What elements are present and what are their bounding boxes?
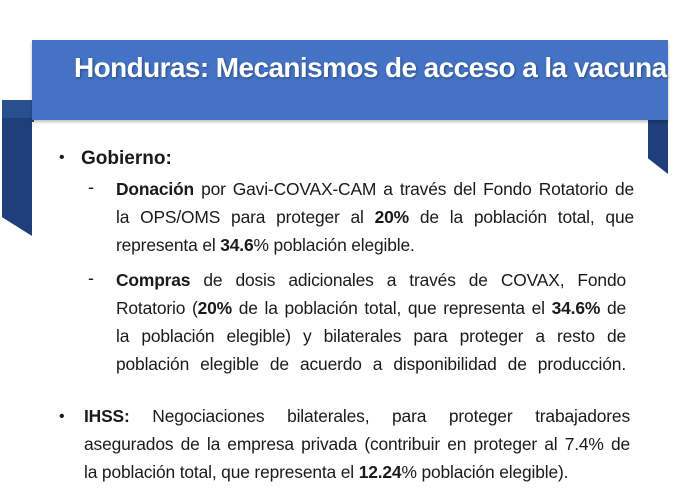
ihss-line3-pct: 12.24 [358,462,402,482]
item-donacion-line2 [116,203,634,231]
item-compras-line1-rest: de dosis adicionales a través de COVAX, Fondo [190,270,626,290]
item-donacion-line2-a: la OPS/OMS para proteger al [116,207,375,227]
item-compras-line2-pct2: 34.6% [551,298,601,318]
section-ihss [84,402,630,486]
item-compras-line4: población elegible de acuerdo a disponibilidad de producción. [116,354,626,374]
item-donacion-line1 [116,175,634,203]
item-compras-line3: la población elegible) y bilaterales para proteger a resto de [116,326,626,346]
item-donacion-line2-b: de la población total, que [408,207,634,227]
item-donacion-line3-b: % población elegible. [253,235,415,255]
item-donacion-lead: Donación [116,179,195,199]
dash-bullet: - [88,268,94,288]
item-donacion-line1-rest: por Gavi-COVAX-CAM a través del Fondo Rotatorio de [194,179,634,199]
item-compras-line2 [116,294,626,322]
item-donacion-line3-pct: 34.6 [220,235,254,255]
item-donacion-line3-a: representa el [116,235,221,255]
item-donacion [116,175,634,259]
section-heading-ihss: IHSS: [84,406,130,426]
item-compras-line2-c: de [600,298,626,318]
item-donacion-line3 [116,231,634,259]
item-compras-line1 [116,266,626,294]
ihss-line3 [84,458,630,486]
bullet-dot: • [59,149,65,166]
bullet-dot: • [59,408,65,425]
item-donacion-line2-pct: 20% [374,207,409,227]
dash-bullet: - [88,177,94,197]
slide-title: Honduras: Mecanismos de acceso a la vacuna [74,52,667,83]
item-compras-lead: Compras [116,270,191,290]
item-compras-line2-pct: 20% [197,298,232,318]
item-compras-line2-a: Rotatorio ( [116,298,198,318]
ihss-line3-a: la población total, que representa el [84,462,359,482]
ihss-line3-b: % población elegible). [401,462,569,482]
ihss-line1-rest: Negociaciones bilaterales, para proteger trabajadores [129,406,630,426]
section-heading-gobierno: Gobierno: [81,148,172,169]
item-compras [116,266,626,378]
item-compras-line2-b: de la población total, que representa el [231,298,552,318]
ihss-line1 [84,402,630,430]
ihss-line2: asegurados de la empresa privada (contribuir en proteger al 7.4% de [84,434,630,454]
